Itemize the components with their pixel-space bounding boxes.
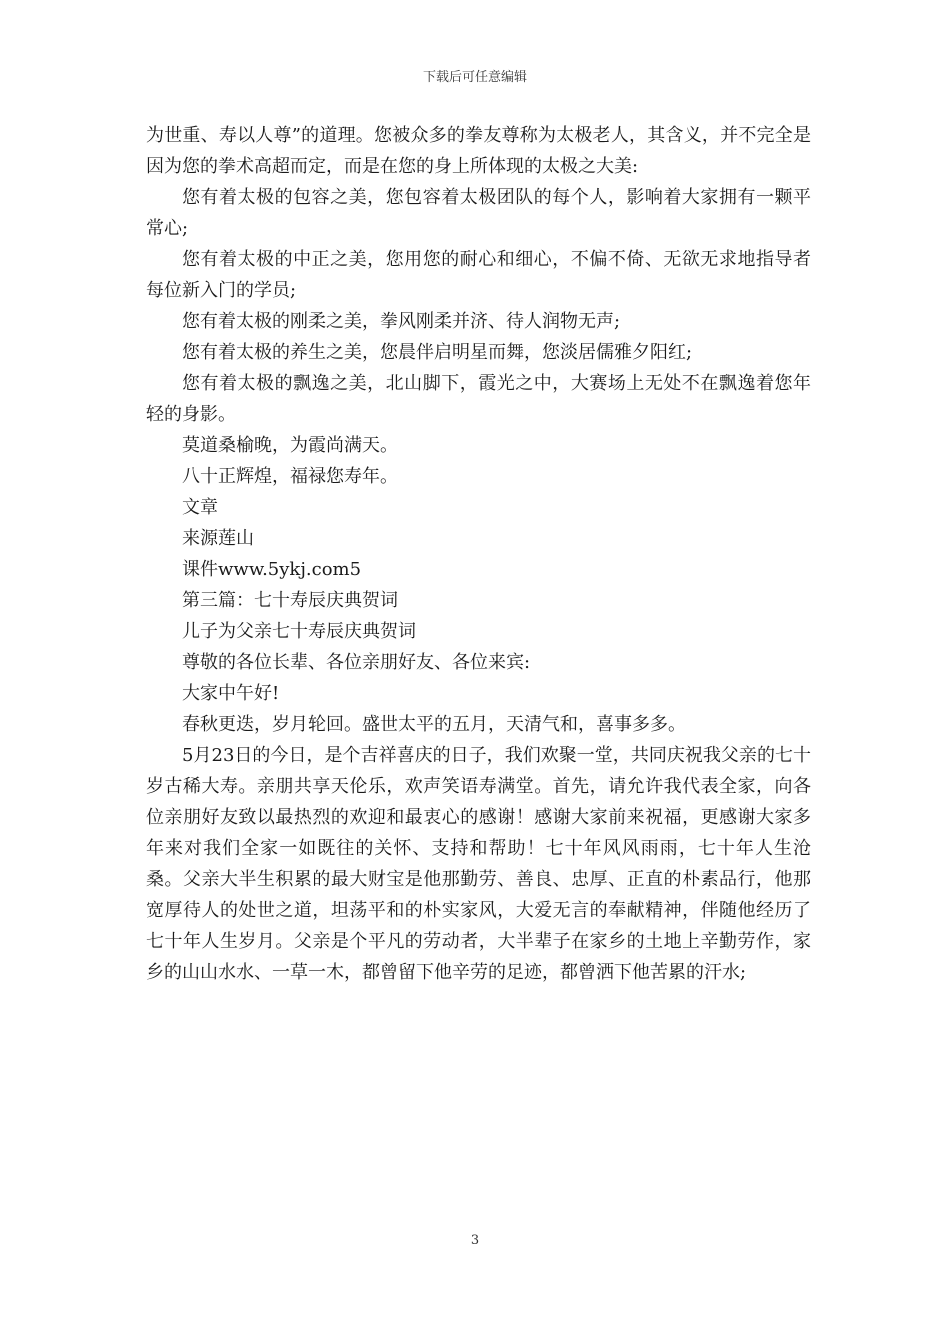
paragraph: 您有着太极的刚柔之美，拳风刚柔并济、待人润物无声;: [182, 311, 621, 332]
paragraph: 您有着太极的飘逸之美，北山脚下，霞光之中，大赛场上无处不在飘逸着您年轻的身影。: [146, 373, 811, 425]
section-heading: 第三篇：七十寿辰庆典贺词: [182, 590, 398, 611]
paragraph: 5月23日的今日，是个吉祥喜庆的日子，我们欢聚一堂，共同庆祝我父亲的七十岁古稀大寿。亲朋共享天伦乐，欢声笑语寿满堂。首先，请允许我代表全家，向各位亲朋好友致以最热烈的欢迎和最衷心的感谢！感谢大家前来祝福，更感谢大家多年来对我们全家一如既往的关怀、支持和帮助！七十年风风雨雨，七十年人生沧桑。父亲大半生积累的最大财宝是他那勤劳、善良、忠厚、正直的朴素品行，他那宽厚待人的处世之道，坦荡平和的朴实家风，大爱无言的奉献精神，伴随他经历了七十年人生岁月。父亲是个平凡的劳动者，大半辈子在家乡的土地上辛勤劳作，家乡的山山水水、一草一木，都曾留下他辛劳的足迹，都曾洒下他苦累的汗水;: [146, 745, 811, 983]
paragraph: 课件www.5ykj.com5: [182, 559, 362, 580]
paragraph: 八十正辉煌，福禄您寿年。: [182, 466, 398, 487]
document-body: [146, 120, 811, 988]
paragraph: 春秋更迭，岁月轮回。盛世太平的五月，天清气和，喜事多多。: [182, 714, 686, 735]
paragraph: 来源莲山: [182, 528, 254, 549]
page-header: 下载后可任意编辑: [422, 70, 527, 85]
paragraph: 您有着太极的包容之美，您包容着太极团队的每个人，影响着大家拥有一颗平常心;: [146, 187, 811, 239]
paragraph: 莫道桑榆晚，为霞尚满天。: [182, 435, 398, 456]
paragraph: 文章: [182, 497, 218, 518]
greeting: 大家中午好!: [182, 683, 280, 704]
paragraph: 您有着太极的养生之美，您晨伴启明星而舞，您淡居儒雅夕阳红;: [182, 342, 693, 363]
page-number: 3: [470, 1233, 480, 1248]
paragraph: 您有着太极的中正之美，您用您的耐心和细心，不偏不倚、无欲无求地指导者每位新入门的学员;: [146, 249, 811, 301]
salutation: 尊敬的各位长辈、各位亲朋好友、各位来宾:: [182, 652, 531, 673]
paragraph: 为世重、寿以人尊”的道理。您被众多的拳友尊称为太极老人，其含义，并不完全是因为您的拳术高超而定，而是在您的身上所体现的太极之大美:: [146, 125, 811, 177]
section-subtitle: 儿子为父亲七十寿辰庆典贺词: [182, 621, 416, 642]
